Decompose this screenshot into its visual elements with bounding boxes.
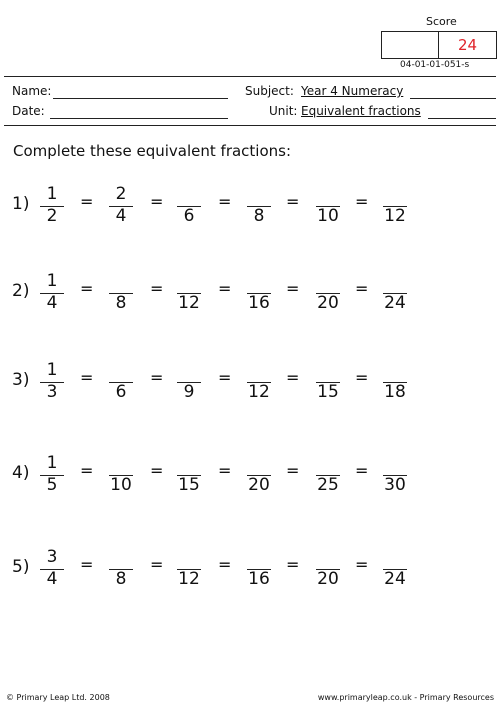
sheet-code: 04-01-01-051-s	[400, 60, 470, 70]
denominator: 2	[46, 206, 58, 226]
denominator: 16	[248, 293, 270, 313]
blank-fraction	[174, 547, 204, 607]
given-fraction	[37, 360, 67, 420]
equals-sign: =	[80, 279, 94, 298]
blank-fraction	[380, 271, 410, 331]
score-input-cell[interactable]	[382, 32, 439, 58]
blank-fraction	[106, 547, 136, 607]
blank-fraction	[380, 184, 410, 244]
equals-sign: =	[80, 192, 94, 211]
numerator: 1	[46, 453, 58, 473]
equals-sign: =	[80, 461, 94, 480]
blank-fraction	[244, 453, 274, 513]
denominator: 20	[248, 475, 270, 495]
denominator: 8	[115, 293, 127, 313]
subject-line	[410, 98, 496, 99]
equals-sign: =	[218, 461, 232, 480]
denominator: 12	[178, 293, 200, 313]
date-field[interactable]	[50, 118, 228, 119]
denominator: 15	[317, 382, 339, 402]
unit-label: Unit:	[269, 104, 298, 118]
equals-sign: =	[150, 368, 164, 387]
score-total: 24	[457, 36, 478, 54]
problem-row	[0, 547, 500, 607]
blank-fraction	[174, 271, 204, 331]
equals-sign: =	[286, 368, 300, 387]
denominator: 6	[183, 206, 195, 226]
denominator: 16	[248, 569, 270, 589]
problem-number: 4)	[12, 463, 30, 483]
equals-sign: =	[150, 555, 164, 574]
given-fraction	[106, 184, 136, 244]
equals-sign: =	[355, 555, 369, 574]
denominator: 3	[46, 382, 58, 402]
blank-fraction	[244, 184, 274, 244]
blank-fraction	[313, 184, 343, 244]
blank-fraction	[244, 547, 274, 607]
denominator: 25	[317, 475, 339, 495]
denominator: 5	[46, 475, 58, 495]
score-box	[381, 31, 497, 59]
blank-fraction	[106, 360, 136, 420]
blank-fraction	[380, 547, 410, 607]
subject-label: Subject:	[245, 84, 294, 98]
numerator: 1	[46, 184, 58, 204]
given-fraction	[37, 547, 67, 607]
equals-sign: =	[218, 279, 232, 298]
equals-sign: =	[150, 192, 164, 211]
numerator: 3	[46, 547, 58, 567]
denominator: 4	[46, 293, 58, 313]
problem-number: 5)	[12, 557, 30, 577]
equals-sign: =	[355, 368, 369, 387]
name-label: Name:	[12, 84, 52, 98]
blank-fraction	[313, 271, 343, 331]
denominator: 9	[183, 382, 195, 402]
blank-fraction	[380, 360, 410, 420]
equals-sign: =	[355, 279, 369, 298]
denominator: 8	[115, 569, 127, 589]
denominator: 20	[317, 293, 339, 313]
denominator: 12	[384, 206, 406, 226]
denominator: 24	[384, 569, 406, 589]
blank-fraction	[244, 360, 274, 420]
denominator: 8	[253, 206, 265, 226]
equals-sign: =	[355, 461, 369, 480]
equals-sign: =	[218, 368, 232, 387]
problem-number: 1)	[12, 194, 30, 214]
given-fraction	[37, 184, 67, 244]
unit-value: Equivalent fractions	[301, 104, 421, 118]
equals-sign: =	[355, 192, 369, 211]
numerator: 2	[115, 184, 127, 204]
given-fraction	[37, 271, 67, 331]
blank-fraction	[106, 271, 136, 331]
denominator: 15	[178, 475, 200, 495]
equals-sign: =	[80, 368, 94, 387]
problem-row	[0, 184, 500, 244]
blank-fraction	[380, 453, 410, 513]
blank-fraction	[244, 271, 274, 331]
equals-sign: =	[150, 461, 164, 480]
footer-site: www.primaryleap.co.uk - Primary Resources	[317, 693, 494, 702]
unit-line	[428, 118, 496, 119]
denominator: 24	[384, 293, 406, 313]
denominator: 10	[110, 475, 132, 495]
given-fraction	[37, 453, 67, 513]
equals-sign: =	[80, 555, 94, 574]
problem-number: 2)	[12, 281, 30, 301]
blank-fraction	[313, 360, 343, 420]
equals-sign: =	[286, 461, 300, 480]
header-bottom-rule	[4, 125, 496, 126]
name-field[interactable]	[53, 98, 228, 99]
denominator: 12	[248, 382, 270, 402]
blank-fraction	[174, 453, 204, 513]
denominator: 4	[115, 206, 127, 226]
denominator: 20	[317, 569, 339, 589]
blank-fraction	[313, 547, 343, 607]
date-label: Date:	[12, 104, 45, 118]
equals-sign: =	[286, 279, 300, 298]
blank-fraction	[106, 453, 136, 513]
denominator: 6	[115, 382, 127, 402]
score-label: Score	[426, 15, 457, 28]
equals-sign: =	[218, 192, 232, 211]
denominator: 4	[46, 569, 58, 589]
denominator: 30	[384, 475, 406, 495]
equals-sign: =	[218, 555, 232, 574]
numerator: 1	[46, 360, 58, 380]
blank-fraction	[313, 453, 343, 513]
blank-fraction	[174, 184, 204, 244]
numerator: 1	[46, 271, 58, 291]
header-top-rule	[4, 76, 496, 77]
denominator: 18	[384, 382, 406, 402]
blank-fraction	[174, 360, 204, 420]
problem-number: 3)	[12, 370, 30, 390]
denominator: 12	[178, 569, 200, 589]
equals-sign: =	[150, 279, 164, 298]
equals-sign: =	[286, 555, 300, 574]
problem-row	[0, 360, 500, 420]
problem-row	[0, 271, 500, 331]
subject-value: Year 4 Numeracy	[301, 84, 404, 98]
instructions: Complete these equivalent fractions:	[13, 142, 292, 160]
problem-row	[0, 453, 500, 513]
denominator: 10	[317, 206, 339, 226]
equals-sign: =	[286, 192, 300, 211]
footer-copyright: © Primary Leap Ltd. 2008	[6, 693, 110, 702]
